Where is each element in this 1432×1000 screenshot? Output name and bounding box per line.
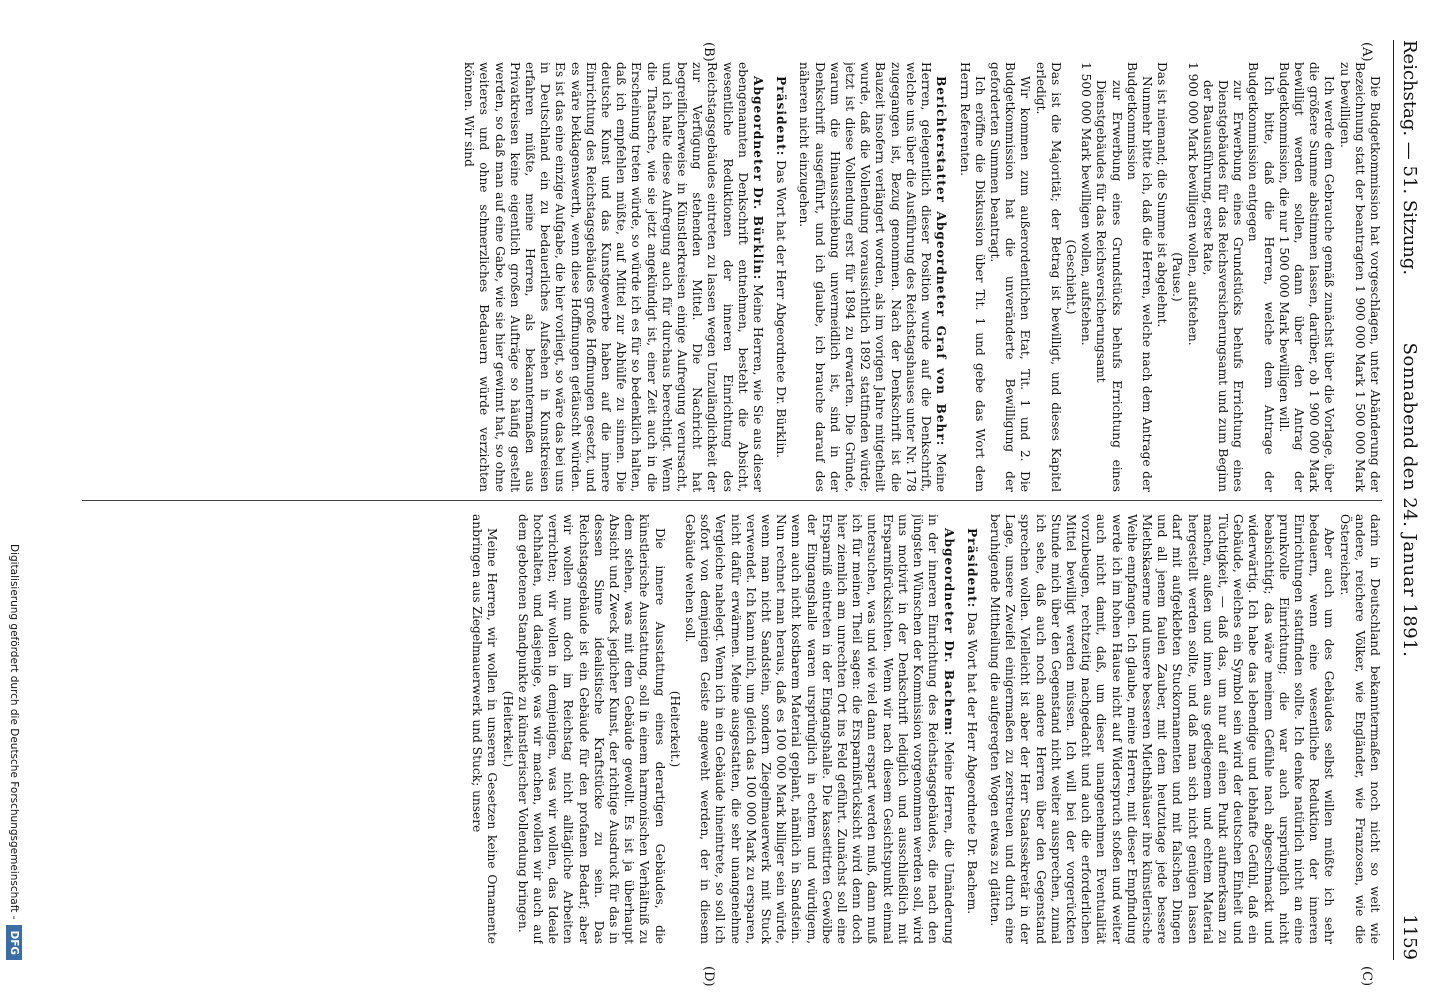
column-divider [82, 500, 1382, 501]
speech-text: Meine Herren, gelegentlich dieser Position wurde auf die Denkschrift, welche uns über die Ausführung des Reichstagshauses unter Nr. 178 zugegangen ist, Bezug genommen. Nach der Denkschrift ist die Bauzeit insofern verlängert worden, als im vorigen Jahre mitgetheilt wurde, daß die Vollendung voraussichtlich 1892 stattfinden würde; jetzt ist diese Vollendung erst für 1894 zu erwarten. Die Gründe, warum die Hinausschiebung unvermeidlich ist, sind in der Denkschrift ausgeführt, und ich glaube, ich brauche darauf des näheren nicht einzugehen. [797, 62, 949, 492]
margin-marker-a: (A) [1359, 42, 1374, 62]
paragraph: darin in Deutschland bekanntermaßen noch nicht so weit wie andere, reichere Völker, wie Engländer, wie Franzosen, wie die Österreicher. [1337, 514, 1382, 944]
paragraph: Wir kommen zum außerordentlichen Etat, Tit. 1 und 2. Die Budgetkommission hat die unveränderte Bewilligung der geforderten Summen beantragt. [987, 62, 1033, 492]
speech-paragraph [682, 514, 956, 944]
paragraph: Aber auch um des Gebäudes selbst willen müßte ich sehr bedauern, wenn eine wesentliche Reduktion der inneren Einrichtungen stattfinden sollte. Ich denke natürlich nicht an eine prunkvolle Einrichtung; die war auch ursprünglich nicht beabsichtigt; das wäre meinem Gefühle nach abgeschmackt und widerwärtig. Ich habe das lebendige und lebhafte Gefühl, daß ein Gebäude, welches ein Symbol sein wird der deutschen Einheit und Tüchtigkeit, — daß das, um nur auf einen Punkt aufmerksam zu machen, außen und innen aus gediegenem und echtem Material hergestellt werden sollte, und daß man sich nicht genügen lassen darf mit aufgeklebten Stuckornamenten und mit falschen Dingen und all jenem faulen Zauber, mit dem heutzutage jede bessere Miethskaserne und unsere besseren Miethshäuser ihre künstlerische Weihe empfangen. Ich glaube, meine Herren, mit dieser Empfindung werde ich im hohen Hause nicht auf Widerspruch stoßen und weiter auch nicht damit, daß, um dieser unangenehmen Eventualität vorzubeugen, rechtzeitig nachgedacht und auch die erforderlichen Mittel bewilligt werden müssen. Ich will bei der vorgerückten Stunde mich über den Gegenstand nicht weiter aussprechen, zumal ich sehe, daß auch noch andere Herren über den Gegenstand sprechen wollen. Vielleicht ist aber der Herr Staatssekretär in der Lage, unsere Zweifel einigermaßen zu zerstreuen und durch eine beruhigende Mittheilung die aufgeregten Wogen etwas zu glätten. [987, 514, 1337, 944]
paragraph: Nunmehr bitte ich, daß die Herren, welche nach dem Antrage der Budgetkommission [1124, 62, 1154, 492]
dfg-logo: DFG [6, 925, 22, 960]
credit-text: Digitalisierung gefördert durch die Deutsche Forschungsgemeinschaft - [8, 543, 20, 920]
paragraph: Die Budgetkommission hat vorgeschlagen, unter Abänderung der Bezeichnung statt der beantragten 1 900 000 Mark 1 500 000 Mark zu bewilligen. [1337, 62, 1382, 492]
stage-direction: (Pause.) [1170, 252, 1185, 302]
paragraph: Ich bitte, daß die Herren, welche dem Antrage der Budgetkommission entgegen [1246, 62, 1276, 492]
speech-text: Das Wort hat der Herr Abgeordnete Dr. Bachem. [964, 608, 979, 915]
header-date: Sonnabend den 24. Januar 1891. [1399, 342, 1420, 658]
speaker-name: Präsident: [774, 76, 789, 157]
margin-marker-b: (B) [701, 42, 716, 62]
paragraph-gap [979, 514, 987, 944]
paragraph: Die innere Ausstattung eines derartigen Gebäudes, die künstlerische Ausstattung, soll in einem harmonischen Verhältniß zu dem stehen, was mit dem Gebäude gewollt. Es ist ja überhaupt Absicht und Zweck jeglicher Kunst, der richtige Ausdruck für das in dessen Sinne idealistische Kraftstücke zu sein. Das Reichstagsgebäude ist ein Gebäude für den profanen Bedarf; aber wir wollen nun doch im Reichstag nicht alltägliche Arbeiten verrichten; wir wollen in demjenigen, was wir wollen, das Ideale hochhalten, und dasjenige, was wir machen, wollen wir auch auf dem gebotenen Standpunkte zu künstlerischer Vollendung bringen. [515, 514, 667, 944]
motion-text: zur Erwerbung eines Grundstücks behufs Errichtung eines Dienstgebäudes für das Reichsversicherungsamt und zum Beginn der Bauausführung, erste Rate, [1200, 80, 1246, 492]
speech-text: Meine Herren, die Umänderung in der inneren Einrichtung des Reichstagsgebäudes, die nach den jüngsten Wünschen der Kommission vorgenommen werden soll, wird uns motivirt in der Denkschrift lediglich und ausschließlich mit Ersparnißrücksichten. Wenn wir nach diesem Gesichtspunkt einmal untersuchen, was und wie viel dann erspart werden muß, dann muß ich für meinen Theil sagen: die Ersparnißrücksicht wird denn doch hier ziemlich am unrechten Ort ins Feld geführt. Zunächst soll eine Ersparniß eintreten in der Eingangshalle. Die kassettirten Gewölbe der Eingangshalle waren ursprünglich in echtem und würdigem, wenn auch nicht kostbarem Material geplant, nämlich in Sandstein. Nun rechnet man heraus, daß es 100 000 Mark billiger sein würde, wenn man nicht Sandstein, sondern Ziegelmauerwerk mit Stuck verwendet. Ich kann mich, um gleich das 100 000 Mark zu ersparen, nicht dafür erwärmen. Meine ausgestatten, die sehr unangenehme Vergleiche nahelegt. Wenn ich in ein Gebäude hineintrete, so soll ich sofort von demjenigen Geiste angeweht werden, der in diesem Gebäude wehen soll. [683, 514, 956, 944]
motion-text: zur Erwerbung eines Grundstücks behufs Errichtung eines Dienstgebäudes für das Reichsversicherungsamt [1094, 80, 1124, 492]
speaker-name: Präsident: [964, 528, 979, 609]
header-session: Reichstag. — 51. Sitzung. [1399, 40, 1420, 276]
speech-paragraph [964, 514, 979, 944]
paragraph-gap [765, 62, 773, 492]
margin-marker-d: (D) [701, 966, 716, 987]
speech-paragraph [773, 62, 788, 492]
right-text-column [82, 514, 1382, 944]
paragraph: Das ist die Majorität; der Betrag ist bewilligt, und dieses Kapitel erledigt. [1033, 62, 1063, 492]
stage-direction: (Heiterkeit.) [667, 690, 682, 768]
speech-text: Das Wort hat der Herr Abgeordnete Dr. Bürklin. [774, 156, 789, 459]
paragraph-gap [788, 62, 796, 492]
paragraph-gap [956, 514, 964, 944]
margin-marker-c: (C) [1359, 966, 1374, 987]
speech-paragraph [796, 62, 948, 492]
stage-direction: (Heiterkeit.) [500, 690, 515, 768]
speaker-name: Abgeordneter Dr. Bürklin: [751, 76, 766, 281]
left-text-column [82, 62, 1382, 492]
paragraph: Ich werde dem Gebrauche gemäß zunächst über die Vorlage, über die größere Summe abstimmen lassen, darüber, ob 1 900 000 Mark bewilligt werden sollen, dann über den Antrag der Budgetkommission, die nur 1 500 000 Mark bewilligen will. [1276, 62, 1337, 492]
paragraph: 1 900 000 Mark bewilligen wollen, aufstehen. [1185, 62, 1200, 346]
stage-direction: (Geschieht.) [1063, 239, 1078, 315]
paragraph: 1 500 000 Mark bewilligen wollen, aufstehen. [1079, 62, 1094, 346]
paragraph: Das ist niemand; die Summe ist abgelehnt. [1155, 62, 1170, 328]
paragraph-gap [948, 62, 956, 492]
page-header [1393, 40, 1424, 960]
paragraph: Ich eröffne die Diskussion über Tit. 1 und gebe das Wort dem Herrn Referenten. [957, 62, 987, 492]
speaker-name: Berichterstatter Abgeordneter Graf von Behr: [934, 76, 949, 447]
speech-paragraph [461, 62, 765, 492]
paragraph: Meine Herren, wir wollen in unseren Gesetzen keine Ornamente anbringen aus Ziegelmauerwerk und Stuck; unsere [470, 514, 500, 944]
speaker-name: Abgeordneter Dr. Bachem: [941, 528, 956, 737]
page-number: 1159 [1399, 914, 1420, 960]
digitization-credit [4, 40, 24, 960]
speech-text: Meine Herren, wie Sie aus dieser ebengenannten Denkschrift entnehmen, besteht die Absicht, wesentliche Reduktionen der inneren Einrichtung des Reichstagsgebäudes eintreten zu lassen wegen Unzulänglichkeit der zur Verfügung stehenden Mittel. Die Nachricht hat begreiflicherweise in Künstlerkreisen einige Aufregung verursacht, und ich halte diese Aufregung auch für durchaus berechtigt. Wenn die Thatsache, wie sie jetzt angekündigt ist, einer Zeit auch in die Erscheinung treten würde, so würde ich es für so bedenklich halten, daß ich empfehlen müßte, auf Mittel zur Abhülfe zu sinnen. Die deutsche Kunst und das Kunstgewerbe haben auf die innere Einrichtung des Reichstagsgebäudes große Hoffnungen gesetzt, und es wäre beklagenswerth, wenn diese Hoffnungen getäuscht würden. Es ist das eine einzige Aufgabe, die hier vorliegt, so wäre das bei uns in Deutschland ein zu bedauerliches Aufsehen in Kunstkreisen erfahren müßte, meine Herren, als bekanntermaßen aus Privatkreisen keine eigentlich großen Aufträge so häufig gestellt werden, so daß man auf eine Gabe, wie sie hier gewinnt hat, so ohne weiteres und ohne schmerzliches Bedauern würde verzichten können. Wir sind [462, 62, 766, 492]
